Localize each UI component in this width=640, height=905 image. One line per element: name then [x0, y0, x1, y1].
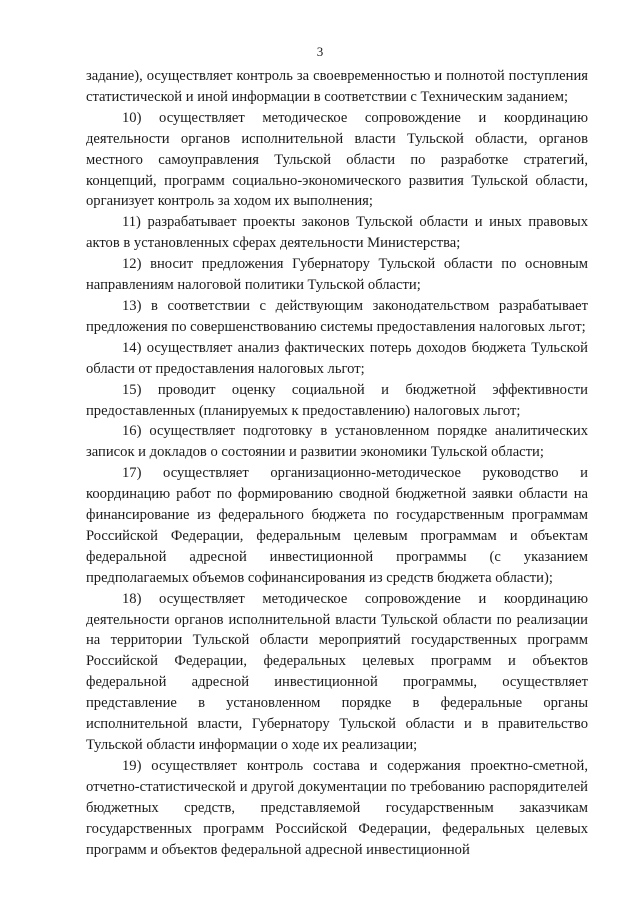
paragraph-item-19: 19) осуществляет контроль состава и содержания проектно-сметной, отчетно-статистической и другой документации по требованию распорядителей бюджетных средств, представляемой государственным заказчикам государственных программ Российской Федерации, федеральных целевых программ и объектов федеральной адресной инвестиционной: [86, 757, 588, 858]
paragraph-item-17: 17) осуществляет организационно-методическое руководство и координацию работ по формированию сводной бюджетной заявки области на финансирование из федерального бюджета по государственным программам Российской Федерации, федеральным целевым программам и объектам федеральной адресной инвестиционной программы (с указанием предполагаемых объемов софинансирования из средств бюджета области);: [86, 465, 588, 586]
document-body: [86, 66, 588, 860]
paragraph-item-16: 16) осуществляет подготовку в установленном порядке аналитических записок и докладов о состоянии и развитии экономики Тульской области;: [86, 423, 588, 461]
paragraph-item-10: 10) осуществляет методическое сопровождение и координацию деятельности органов исполнительной власти Тульской области, органов местного самоуправления Тульской области по разработке стратегий, концепций, программ социально-экономического развития Тульской области, организует контроль за ходом их выполнения;: [86, 109, 588, 210]
paragraph-item-12: 12) вносит предложения Губернатору Тульской области по основным направлениям налоговой политики Тульской области;: [86, 256, 588, 294]
paragraph-item-14: 14) осуществляет анализ фактических потерь доходов бюджета Тульской области от предоставления налоговых льгот;: [86, 339, 588, 377]
paragraph-item-15: 15) проводит оценку социальной и бюджетной эффективности предоставленных (планируемых к предоставлению) налоговых льгот;: [86, 381, 588, 419]
paragraph-item-18: 18) осуществляет методическое сопровождение и координацию деятельности органов исполнительной власти Тульской области по реализации на территории Тульской области мероприятий государственных программ Российской Федерации, федеральных целевых программ и объектов федеральной адресной инвестиционной программы, осуществляет представление в установленном порядке в федеральные органы исполнительной власти, Губернатору Тульской области и в правительство Тульской области информации о ходе их реализации;: [86, 590, 588, 753]
paragraph-item-11: 11) разрабатывает проекты законов Тульской области и иных правовых актов в установленных сферах деятельности Министерства;: [86, 214, 588, 252]
paragraph-item-13: 13) в соответствии с действующим законодательством разрабатывает предложения по совершенствованию системы предоставления налоговых льгот;: [86, 297, 588, 335]
page-number: 3: [316, 44, 324, 59]
paragraph-continuation: задание), осуществляет контроль за своевременностью и полнотой поступления статистической и иной информации в соответствии с Техническим заданием;: [86, 68, 588, 105]
